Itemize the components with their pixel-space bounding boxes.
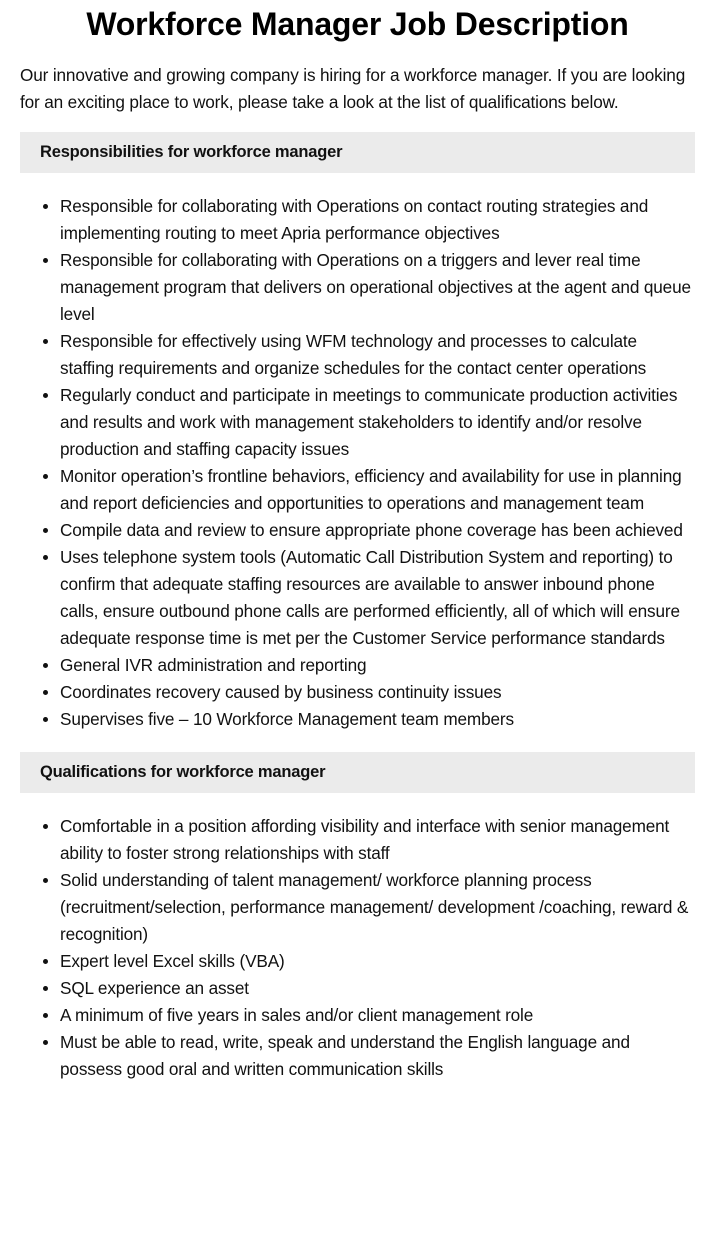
list-item <box>60 517 695 544</box>
list-item <box>60 382 695 463</box>
list-item-text: Uses telephone system tools (Automatic Call Distribution System and reporting) to confirm that adequate staffing resources are available to answer inbound phone calls, ensure outbound phone calls are performed efficiently, all of which will ensure adequate response time is met per the Customer Service performance standards <box>60 547 680 648</box>
list-item-text: Compile data and review to ensure appropriate phone coverage has been achieved <box>60 520 683 540</box>
list-item <box>60 652 695 679</box>
list-item <box>60 247 695 328</box>
list-item-text: Monitor operation’s frontline behaviors, efficiency and availability for use in planning and report deficiencies and opportunities to operations and management team <box>60 466 682 513</box>
list-item <box>60 544 695 652</box>
list-item-text: Regularly conduct and participate in meetings to communicate production activities and results and work with management stakeholders to identify and/or resolve production and staffing capacity issues <box>60 385 678 459</box>
list-item <box>60 867 695 948</box>
bullet-icon <box>40 247 50 274</box>
list-item-text: SQL experience an asset <box>60 978 249 998</box>
bullet-icon <box>40 193 50 220</box>
qualifications-header <box>20 752 695 793</box>
list-item-text: Must be able to read, write, speak and understand the English language and possess good oral and written communication skills <box>60 1032 630 1079</box>
list-item <box>60 948 695 975</box>
list-item-text: Responsible for collaborating with Operations on contact routing strategies and implementing routing to meet Apria performance objectives <box>60 196 649 243</box>
list-item-text: Responsible for collaborating with Operations on a triggers and lever real time management program that delivers on operational objectives at the agent and queue level <box>60 250 691 324</box>
bullet-icon <box>40 1002 50 1029</box>
page-title: Workforce Manager Job Description <box>86 6 629 42</box>
intro-paragraph: Our innovative and growing company is hiring for a workforce manager. If you are looking for an exciting place to work, please take a look at the list of qualifications below. <box>20 65 686 112</box>
bullet-icon <box>40 517 50 544</box>
list-item <box>60 193 695 247</box>
bullet-icon <box>40 1029 50 1056</box>
bullet-icon <box>40 867 50 894</box>
bullet-icon <box>40 463 50 490</box>
bullet-icon <box>40 813 50 840</box>
qualifications-section <box>20 752 695 1083</box>
bullet-icon <box>40 679 50 706</box>
list-item <box>60 813 695 867</box>
list-item <box>60 328 695 382</box>
list-item <box>60 679 695 706</box>
list-item-text: Supervises five – 10 Workforce Management team members <box>60 709 514 729</box>
qualifications-heading: Qualifications for workforce manager <box>40 763 326 781</box>
list-item <box>60 463 695 517</box>
list-item-text: Solid understanding of talent management/ workforce planning process (recruitment/selection, performance management/ development /coaching, reward & recognition) <box>60 870 689 944</box>
list-item-text: A minimum of five years in sales and/or client management role <box>60 1005 534 1025</box>
bullet-icon <box>40 706 50 733</box>
responsibilities-header <box>20 132 695 173</box>
responsibilities-heading: Responsibilities for workforce manager <box>40 143 343 161</box>
list-item-text: Coordinates recovery caused by business continuity issues <box>60 682 502 702</box>
bullet-icon <box>40 382 50 409</box>
bullet-icon <box>40 544 50 571</box>
list-item-text: Comfortable in a position affording visibility and interface with senior management ability to foster strong relationships with staff <box>60 816 670 863</box>
list-item <box>60 1029 695 1083</box>
list-item-text: Responsible for effectively using WFM technology and processes to calculate staffing requirements and organize schedules for the contact center operations <box>60 331 647 378</box>
responsibilities-list <box>20 193 695 733</box>
qualifications-list <box>20 813 695 1083</box>
list-item-text: General IVR administration and reporting <box>60 655 367 675</box>
bullet-icon <box>40 652 50 679</box>
list-item-text: Expert level Excel skills (VBA) <box>60 951 285 971</box>
list-item <box>60 975 695 1002</box>
bullet-icon <box>40 328 50 355</box>
bullet-icon <box>40 948 50 975</box>
responsibilities-section <box>20 132 695 733</box>
list-item <box>60 1002 695 1029</box>
bullet-icon <box>40 975 50 1002</box>
list-item <box>60 706 695 733</box>
